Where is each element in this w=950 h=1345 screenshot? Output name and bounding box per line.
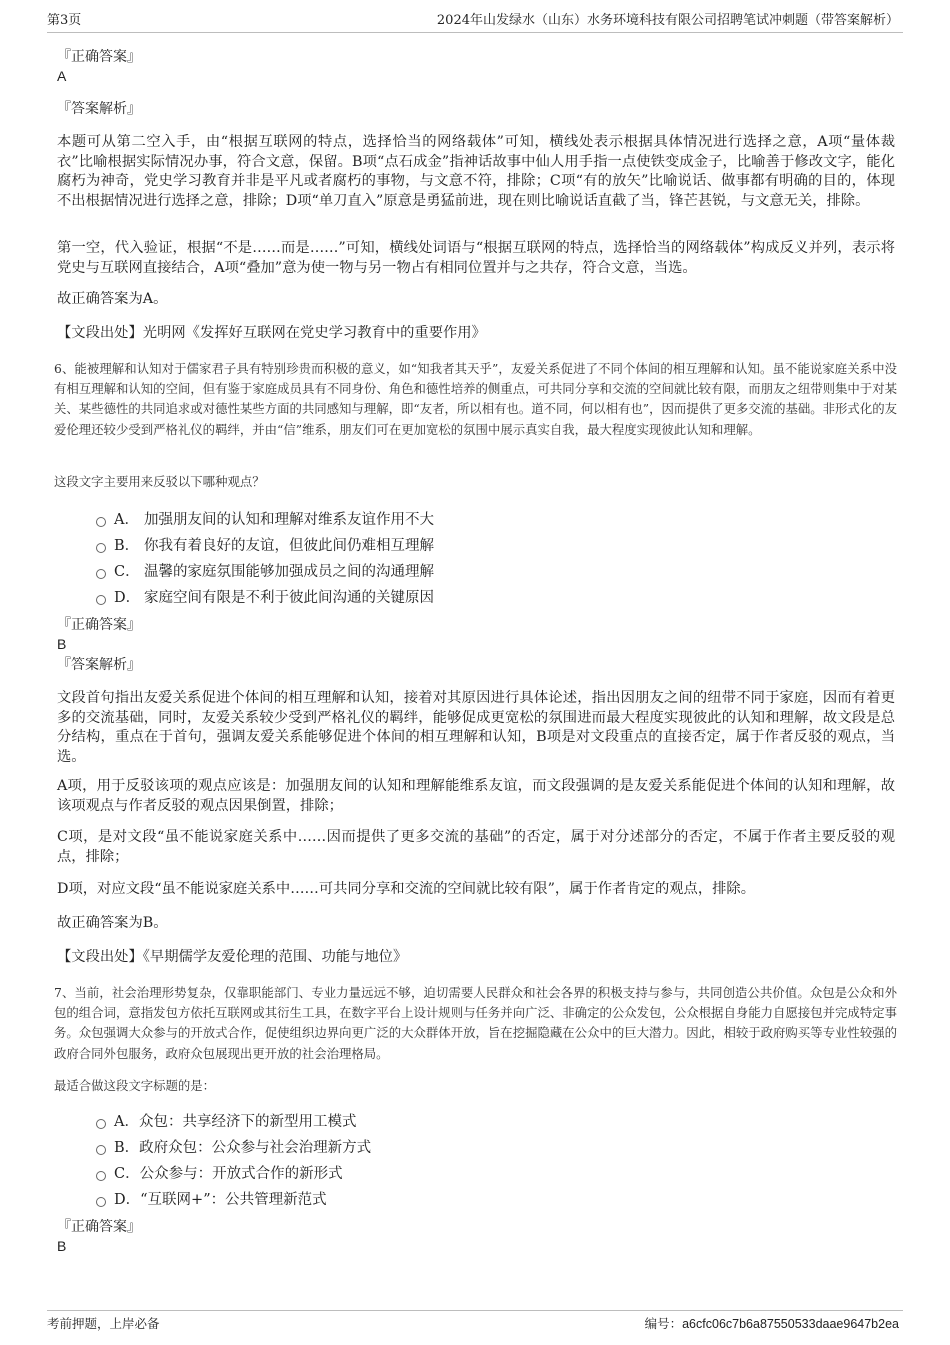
analysis-paragraph: C项，是对文段“虽不能说家庭关系中……因而提供了更多交流的基础”的否定，属于对分述部分的否定，不属于作者主要反驳的观点，排除；: [57, 829, 895, 865]
radio-icon[interactable]: [96, 569, 106, 579]
answer-label: 『正确答案』: [57, 1219, 141, 1235]
question-prompt: 这段文字主要用来反驳以下哪种观点？: [54, 474, 265, 489]
radio-icon[interactable]: [96, 1119, 106, 1129]
analysis-label: 『答案解析』: [57, 657, 141, 673]
radio-icon[interactable]: [96, 1171, 106, 1181]
footer-slogan: 考前押题，上岸必备: [47, 1316, 160, 1331]
document-code: 编号：a6cfc06c7b6a87550533daae9647b2ea: [644, 1316, 899, 1331]
question-stem: 6、能被理解和认知对于儒家君子具有特别珍贵而积极的意义，如“知我者其天乎”，友爱关系促进了不同个体间的相互理解和认知。虽不能说家庭关系中没有相互理解和认知的空间，但有鉴于家庭成员具有不同身份、角色和德性培养的侧重点，可共同分享和交流的空间就比较有限，而朋友之纽带则集中于对某关、某些德性的共同追求或对德性某些方面的共同感知与理解，即“友者，所以相有也。道不同，何以相有也”，因而提供了更多交流的基础。非形式化的友爱伦理还较少受到严格礼仪的羁绊，并由“信”维系，朋友们可在更加宽松的氛围中展示真实自我，最大程度实现彼此认知和理解。: [54, 361, 897, 437]
option-c[interactable]: C． 温馨的家庭氛围能够加强成员之间的沟通理解: [96, 562, 434, 582]
correct-answer: B: [57, 1238, 67, 1254]
document-title: 2024年山发绿水（山东）水务环境科技有限公司招聘笔试冲刺题（带答案解析）: [436, 13, 899, 28]
radio-icon[interactable]: [96, 1197, 106, 1207]
option-d[interactable]: D．“互联网+”：公共管理新范式: [96, 1190, 327, 1210]
radio-icon[interactable]: [96, 595, 106, 605]
analysis-paragraph: D项，对应文段“虽不能说家庭关系中……可共同分享和交流的空间就比较有限”，属于作者肯定的观点，排除。: [57, 881, 756, 897]
option-a[interactable]: A． 加强朋友间的认知和理解对维系友谊作用不大: [96, 510, 434, 530]
analysis-paragraph: 本题可从第二空入手，由“根据互联网的特点，选择恰当的网络载体”可知，横线处表示根据具体情况进行选择之意，A项“量体裁衣”比喻根据实际情况办事，符合文意，保留。B项“点石成金”指神话故事中仙人用手指一点使铁变成金子，比喻善于修改文字，能化腐朽为神奇，党史学习教育并非是平凡或者腐朽的事物，与文意不符，排除；C项“有的放矢”比喻说话、做事都有明确的目的，体现不出根据情况进行选择之意，排除；D项“单刀直入”原意是勇猛前进，现在则比喻说话直截了当，锋芒甚锐，与文意无关，排除。: [57, 134, 895, 209]
option-c[interactable]: C．公众参与：开放式合作的新形式: [96, 1164, 343, 1184]
source-citation: 【文段出处】《早期儒学友爱伦理的范围、功能与地位》: [57, 949, 408, 965]
correct-answer: A: [57, 68, 67, 84]
analysis-label: 『答案解析』: [57, 101, 141, 117]
analysis-conclusion: 故正确答案为A。: [57, 291, 168, 307]
answer-label: 『正确答案』: [57, 617, 141, 633]
correct-answer: B: [57, 636, 67, 652]
option-b[interactable]: B． 你我有着良好的友谊，但彼此间仍难相互理解: [96, 536, 434, 556]
analysis-paragraph: 第一空，代入验证，根据“不是……而是……”可知，横线处词语与“根据互联网的特点，选择恰当的网络载体”构成反义并列，表示将党史与互联网直接结合，A项“叠加”意为使一物与另一物占有相同位置并与之共存，符合文意，当选。: [57, 240, 895, 276]
answer-label: 『正确答案』: [57, 49, 141, 65]
page-footer: [47, 1310, 903, 1335]
question-stem: 7、当前，社会治理形势复杂，仅靠职能部门、专业力量远远不够，迫切需要人民群众和社会各界的积极支持与参与，共同创造公共价值。众包是公众和外包的组合词，意指发包方依托互联网或其衍生工具，在数字平台上设计规则与任务并向广泛、非确定的公众发包，公众根据自身能力自愿接包并完成特定事务。众包强调大众参与的开放式合作，促使组织边界向更广泛的大众群体开放，旨在挖掘隐藏在公众中的巨大潜力。因此，相较于政府购买等专业性较强的政府合同外包服务，政府众包展现出更开放的社会治理格局。: [54, 985, 897, 1061]
option-a[interactable]: A．众包：共享经济下的新型用工模式: [96, 1112, 356, 1132]
analysis-paragraph: A项，用于反驳该项的观点应该是：加强朋友间的认知和理解能维系友谊，而文段强调的是友爱关系能促进个体间的认知和理解，故该项观点与作者反驳的观点因果倒置，排除；: [57, 778, 895, 814]
page-number: 第3页: [47, 13, 82, 28]
option-b[interactable]: B．政府众包：公众参与社会治理新方式: [96, 1138, 371, 1158]
page-header: [47, 10, 903, 33]
source-citation: 【文段出处】光明网《发挥好互联网在党史学习教育中的重要作用》: [57, 325, 486, 341]
analysis-paragraph: 文段首句指出友爱关系促进个体间的相互理解和认知，接着对其原因进行具体论述，指出因朋友之间的纽带不同于家庭，因而有着更多的交流基础，同时，友爱关系较少受到严格礼仪的羁绊，能够促成更宽松的氛围进而最大程度实现彼此的认知和理解，故文段是总分结构，重点在于首句，强调友爱关系能够促进个体间的相互理解和认知，B项是对文段重点的直接否定，属于作者反驳的观点，当选。: [57, 690, 895, 765]
radio-icon[interactable]: [96, 543, 106, 553]
option-d[interactable]: D． 家庭空间有限是不利于彼此间沟通的关键原因: [96, 588, 434, 608]
radio-icon[interactable]: [96, 517, 106, 527]
question-prompt: 最适合做这段文字标题的是：: [54, 1078, 216, 1093]
analysis-conclusion: 故正确答案为B。: [57, 915, 168, 931]
radio-icon[interactable]: [96, 1145, 106, 1155]
